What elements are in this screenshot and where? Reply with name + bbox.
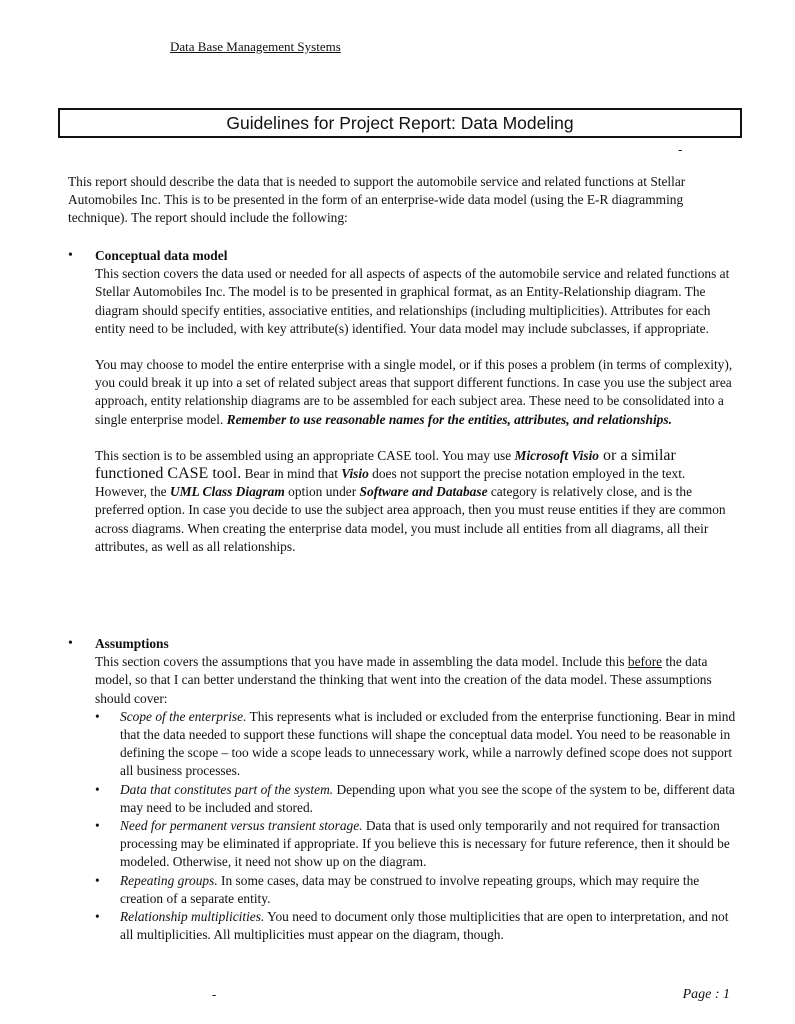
list-item: • Repeating groups. In some cases, data may be construed to involve repeating groups, which may require the creation of a separate entity.	[95, 872, 700, 906]
assumption-list	[95, 708, 738, 945]
stray-mark: -	[678, 142, 683, 157]
list-item: • Need for permanent versus transient storage. Data that is used only temporarily and not required for transaction processing may be eliminated if appropriate. If you believe this is necessary for future reference, then it should be modeled. Otherwise, it need not show up on the diagram.	[95, 818, 730, 870]
bullet-icon: •	[68, 636, 73, 651]
stray-mark: -	[212, 987, 217, 1002]
bullet-icon: •	[95, 872, 100, 888]
paragraph: This section covers the data used or needed for all aspects of aspects of the automobile service and related functions at Stellar Automobiles Inc. The model is to be presented in graphical format, as an Entity-Relationship diagram. The diagram should specify entities, associative entities, and relationships (including multiplicities). Attributes for each entity need to be included, with key attribute(s) identified. Your data model may include subclasses, if appropriate.	[95, 266, 730, 336]
section-heading: Assumptions	[95, 636, 169, 651]
page-number: Page : 1	[682, 987, 730, 1002]
paragraph: You may choose to model the entire enterprise with a single model, or if this poses a problem (in terms of complexity), you could break it up into a set of related subject areas that support different functions. In case you use the subject area approach, entity relationship diagrams are to be assembled for each subject area. These need to be consolidated into a single enterprise model. Remember to use reasonable names for the entities, attributes, and relationships.	[95, 357, 733, 427]
conceptual-section	[68, 247, 738, 556]
course-header: Data Base Management Systems	[170, 39, 341, 54]
bullet-icon: •	[68, 248, 73, 263]
bullet-icon: •	[95, 708, 100, 724]
intro-paragraph: This report should describe the data that is needed to support the automobile service and related functions at Stellar Automobiles Inc. This is to be presented in the form of an enterprise-wide data model (using the E-R diagramming technique). The report should include the following:	[68, 174, 686, 226]
assumptions-section	[68, 635, 738, 944]
list-item: • Relationship multiplicities. You need to document only those multiplicities that are open to interpretation, and not all multiplicities. All multiplicities must appear on the diagram, though.	[95, 909, 729, 943]
section-heading: Conceptual data model	[95, 248, 228, 263]
bullet-icon: •	[95, 909, 100, 925]
page-title: Guidelines for Project Report: Data Modeling	[58, 108, 742, 138]
bullet-icon: •	[95, 818, 100, 834]
bullet-icon: •	[95, 781, 100, 797]
list-item: • Data that constitutes part of the system. Depending upon what you see the scope of the system to be, different data may need to be included and stored.	[95, 781, 735, 815]
list-item: • Scope of the enterprise. This represents what is included or excluded from the enterprise functioning. Bear in mind that the data needed to support these functions will shape the conceptual data model. You need to be reasonable in defining the scope – too wide a scope leads to unnecessary work, while a narrowly defined scope does not support all business processes.	[95, 708, 736, 779]
emphasis-note: Remember to use reasonable names for the entities, attributes, and relationships.	[226, 411, 672, 427]
paragraph: This section covers the assumptions that you have made in assembling the data model. Include this before the data model, so that I can better understand the thinking that went into the creation of the data model. These assumptions should cover:	[95, 654, 712, 706]
paragraph: This section is to be assembled using an appropriate CASE tool. You may use Microsoft Visio or a similar functioned CASE tool. Bear in mind that Visio does not support the precise notation employed in the text. However, the UML Class Diagram option under Software and Database category is relatively close, and is the preferred option. In case you decide to use the subject area approach, then you must reuse entities if they are common across diagrams. When creating the enterprise data model, you must include all entities from all diagrams, all their attributes, as well as all relationships.	[95, 446, 726, 554]
